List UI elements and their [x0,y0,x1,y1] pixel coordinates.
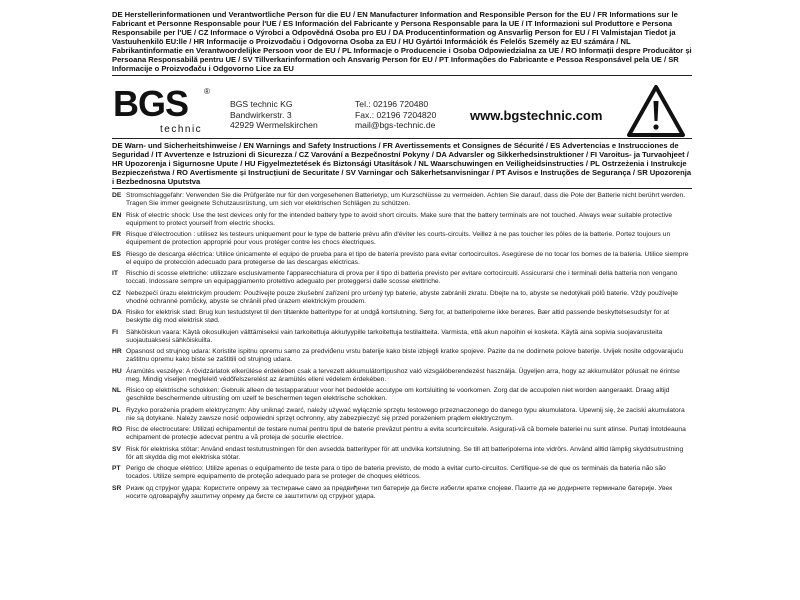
warning-text: Rischio di scosse elettriche: utilizzare esclusivamente l'apparecchiatura di prova per il tipo di batteria previsto per evitare cortocircuiti. Assicurarsi che i terminali della batteria non vengano toccati. Indossare sempre un equipaggiamento protettivo adeguato per proteggersi dalle scosse elettriche. [126,270,678,286]
warning-text: Ризик од струјног удара: Користите опрему за тестирање само за предвиђени тип батерије да бисте избегли кратке спојеве. Пазите да не додирнете терминале батерије. Увек носите одговарајућу заштитну опрему да бисте се заштитили од струјног удара. [126,484,673,500]
language-code: PL [112,406,121,414]
warning-row [112,446,692,463]
warning-row [112,329,692,346]
warning-text: Perigo de choque elétrico: Utilize apenas o equipamento de teste para o tipo de bateria previsto, de modo a evitar curto-circuitos. Certifique-se de que os terminais da bateria não são tocados. Utilize sempre equipamento de proteção adequado para se proteger de choques elétricos. [126,465,666,481]
warning-row [112,251,692,268]
warning-row [112,387,692,404]
warning-text: Opasnost od strujnog udara: Koristite ispitnu opremu samo za predviđenu vrstu baterije kako biste izbjegli kratke spojeve. Pazite da ne dodirnete polove baterije. Uvijek nosite odgovarajuću zaštitnu opremu kako biste se zaštitili od strujnog udara. [126,348,684,364]
language-code: RO [112,426,123,433]
warning-row [112,192,692,209]
language-code: FI [112,328,118,336]
language-code: SR [112,484,122,492]
company-fax: Fax.: 02196 7204820 [355,109,437,120]
language-code: IT [112,270,118,277]
warning-row [112,212,692,229]
warning-row [112,407,692,424]
company-name: BGS technic KG [230,99,293,109]
warning-row [112,465,692,482]
warning-text: Sähköiskun vaara: Käytä oikosulkujen välttämiseksi vain tarkoitettuja akkutyypille tarkoitettuja testilaitteita. Varmista, että akun napoihin ei kosketa. Käytä aina sopivia suojavarusteita suojautuaksesi sähköiskuilta. [126,328,663,344]
warning-text: Risico op elektrische schokken: Gebruik alleen de testapparatuur voor het bedoelde accutype om kortsluiting te voorkomen. Zorg dat de accupolen niet worden aangeraakt. Draag altijd geschikte beschermende uitrusting om uzelf te beschermen tegen elektrische schokken. [126,387,670,403]
warning-text: Stromschlaggefahr: Verwenden Sie die Prüfgeräte nur für den vorgesehenen Batterietyp, um Kurzschlüsse zu vermeiden. Achten Sie darauf, dass die Pole der Batterie nicht berührt werden. Tragen Sie immer geeignete Schutzausrüstung, um sich vor elektrischen Schlägen zu schützen. [126,192,686,208]
warning-text: Ryzyko porażenia prądem elektrycznym: Aby uniknąć zwarć, należy używać wyłącznie sprzętu testowego przeznaczonego do danego typu akumulatora. Upewnij się, że zaciski akumulatora nie są dotykane. Należy zawsze nosić odpowiedni sprzęt ochronny, aby zabezpieczyć się przed porażeniem prądem elektrycznym. [126,406,685,422]
warning-text: Risc de electrocutare: Utilizați echipamentul de testare numai pentru tipul de baterie prevăzut pentru a evita scurtcircuitele. Asigurați-vă că bornele bateriei nu sunt atinse. Purtați întotdeauna echipament de protecție adecvat pentru a vă proteja de șocurile electrice. [126,426,686,442]
manufacturer-heading: DE Herstellerinformationen und Verantwortliche Person für die EU / EN Manufacturer Information and Responsible Person for the EU / FR Informations sur le Fabricant et Personne Responsable pour l'UE / ES Información del Fabricante y Persona Responsable para la UE / IT Informazioni sul Produttore e Persona Responsabile per l'UE / CZ Informace o Výrobci a Odpovědná Osoba pro EU / DA Producentinformation og Ansvarlig Person for EU / FI Valmistajan Tiedot ja Vastuuhenkilö EU:lle / HR Informacije o Proizvođaču i Odgovorna Osoba za EU / HU Gyártói Információk és Felelős Személy az EU számára / NL Fabrikantinformatie en Verantwoordelijke Persoon voor de EU / PL Informacje o Producencie i Osoba Odpowiedzialna za UE / RO Informații despre Producător și Persoana Responsabilă pentru UE / SV Tillverkarinformation och Ansvarig Person för EU / PT Informações do Fabricante e Pessoa Responsável pela UE / SR Informacije o Proizvođaču i Odgovorno Lice za EU [112,10,692,73]
language-code: SV [112,445,121,453]
warning-text: Risiko for elektrisk stød: Brug kun testudstyret til den tiltænkte batteritype for at undgå kortslutning. Sørg for, at batteripolerne ikke berøres. Bær altid passende beskyttelsesudstyr for at beskytte dig mod elektrisk stød. [126,309,670,325]
language-code: HU [112,367,122,375]
warning-text: Risque d'électrocution : utilisez les testeurs uniquement pour le type de batterie prévu afin d'éviter les courts-circuits. Veillez à ne pas toucher les pôles de la batterie. Portez toujours un équipement de protection approprié pour vous protéger contre les chocs électriques. [126,231,671,247]
warning-row [112,290,692,307]
divider [112,138,692,139]
logo-brand: BGS [113,84,189,124]
bgs-logo [112,84,222,136]
company-street: Bandwirkerstr. 3 [230,109,292,120]
document-page [112,10,692,504]
warning-list [112,192,692,501]
language-code: HR [112,348,122,355]
language-code: NL [112,387,121,394]
warnings-heading: DE Warn- und Sicherheitshinweise / EN Warnings and Safety Instructions / FR Avertissements et Consignes de Sécurité / ES Advertencias e Instrucciones de Seguridad / IT Avvertenze e Istruzioni di Sicurezza / CZ Varování a Bezpečnostní Pokyny / DA Advarsler og Sikkerhedsinstruktioner / FI Varoitus- ja Turvaohjeet / HR Upozorenja i Sigurnosne Upute / HU Figyelmeztetések és Biztonsági Utasítások / NL Waarschuwingen en Veiligheidsinstructies / PL Ostrzeżenia i Instrukcje Bezpieczeństwa / RO Avertismente și Instrucțiuni de Securitate / SV Varningar och Säkerhetsanvisningar / PT Avisos e Instruções de Segurança / SR Upozorenja i Bezbednosna Uputstva [112,141,692,186]
warning-text: Áramütés veszélye: A rövidzárlatok elkerülése érdekében csak a tervezett akkumulátortípushoz való vizsgálóberendezést használja. Ügyeljen arra, hogy az akkumulátor pólusait ne érintse meg. Mindig viseljen megfelelő védőfelszerelést az áramütés elleni védelem érdekében. [126,367,680,383]
logo-subtitle: technic [160,124,203,135]
warning-text: Riesgo de descarga eléctrica: Utilice únicamente el equipo de prueba para el tipo de batería previsto para evitar cortocircuitos. Asegúrese de no tocar los bornes de la batería. Utilice siempre el equipo de protección adecuado para protegerse de las descargas eléctricas. [126,250,689,266]
warning-text: Risk för elektriska stötar: Använd endast testutrustningen för den avsedda batterityper för att undvika kortslutning. Se till att batteripolerna inte vidrörs. Använd alltid lämplig skyddsutrustning för att skydda dig mot elektriska stötar. [126,445,684,461]
language-code: CZ [112,289,121,297]
company-address [230,99,318,131]
company-tel: Tel.: 02196 720480 [355,99,429,109]
language-code: DE [112,192,122,199]
company-contact [355,99,436,131]
company-city: 42929 Wermelskirchen [230,120,318,130]
warning-row [112,368,692,385]
language-code: ES [112,250,121,258]
warning-row [112,270,692,287]
contact-block [112,78,692,136]
warning-triangle-icon [626,84,686,138]
divider [112,188,692,189]
divider [112,75,692,76]
company-mail[interactable]: mail@bgs-technic.de [355,120,436,130]
warning-row [112,309,692,326]
warning-row [112,231,692,248]
warning-row [112,426,692,443]
warning-row [112,485,692,502]
website-link[interactable]: www.bgstechnic.com [470,108,603,123]
language-code: EN [112,211,122,219]
language-code: PT [112,465,121,472]
warning-text: Nebezpečí úrazu elektrickým proudem: Používejte pouze zkušební zařízení pro určený typ baterie, abyste zabránili zkratu. Dbejte na to, abyste se nedotýkali pólů baterie. Vždy používejte vhodné ochranné pomůcky, abyste se chránili před úrazem elektrickým proudem. [126,289,679,305]
warning-text: Risk of electric shock: Use the test devices only for the intended battery type to avoid short circuits. Make sure that the battery terminals are not touched. Always wear suitable protective equipment to protect yourself from electric shocks. [126,211,673,227]
language-code: FR [112,231,121,238]
logo-registered: ® [204,87,210,96]
warning-row [112,348,692,365]
language-code: DA [112,309,122,316]
